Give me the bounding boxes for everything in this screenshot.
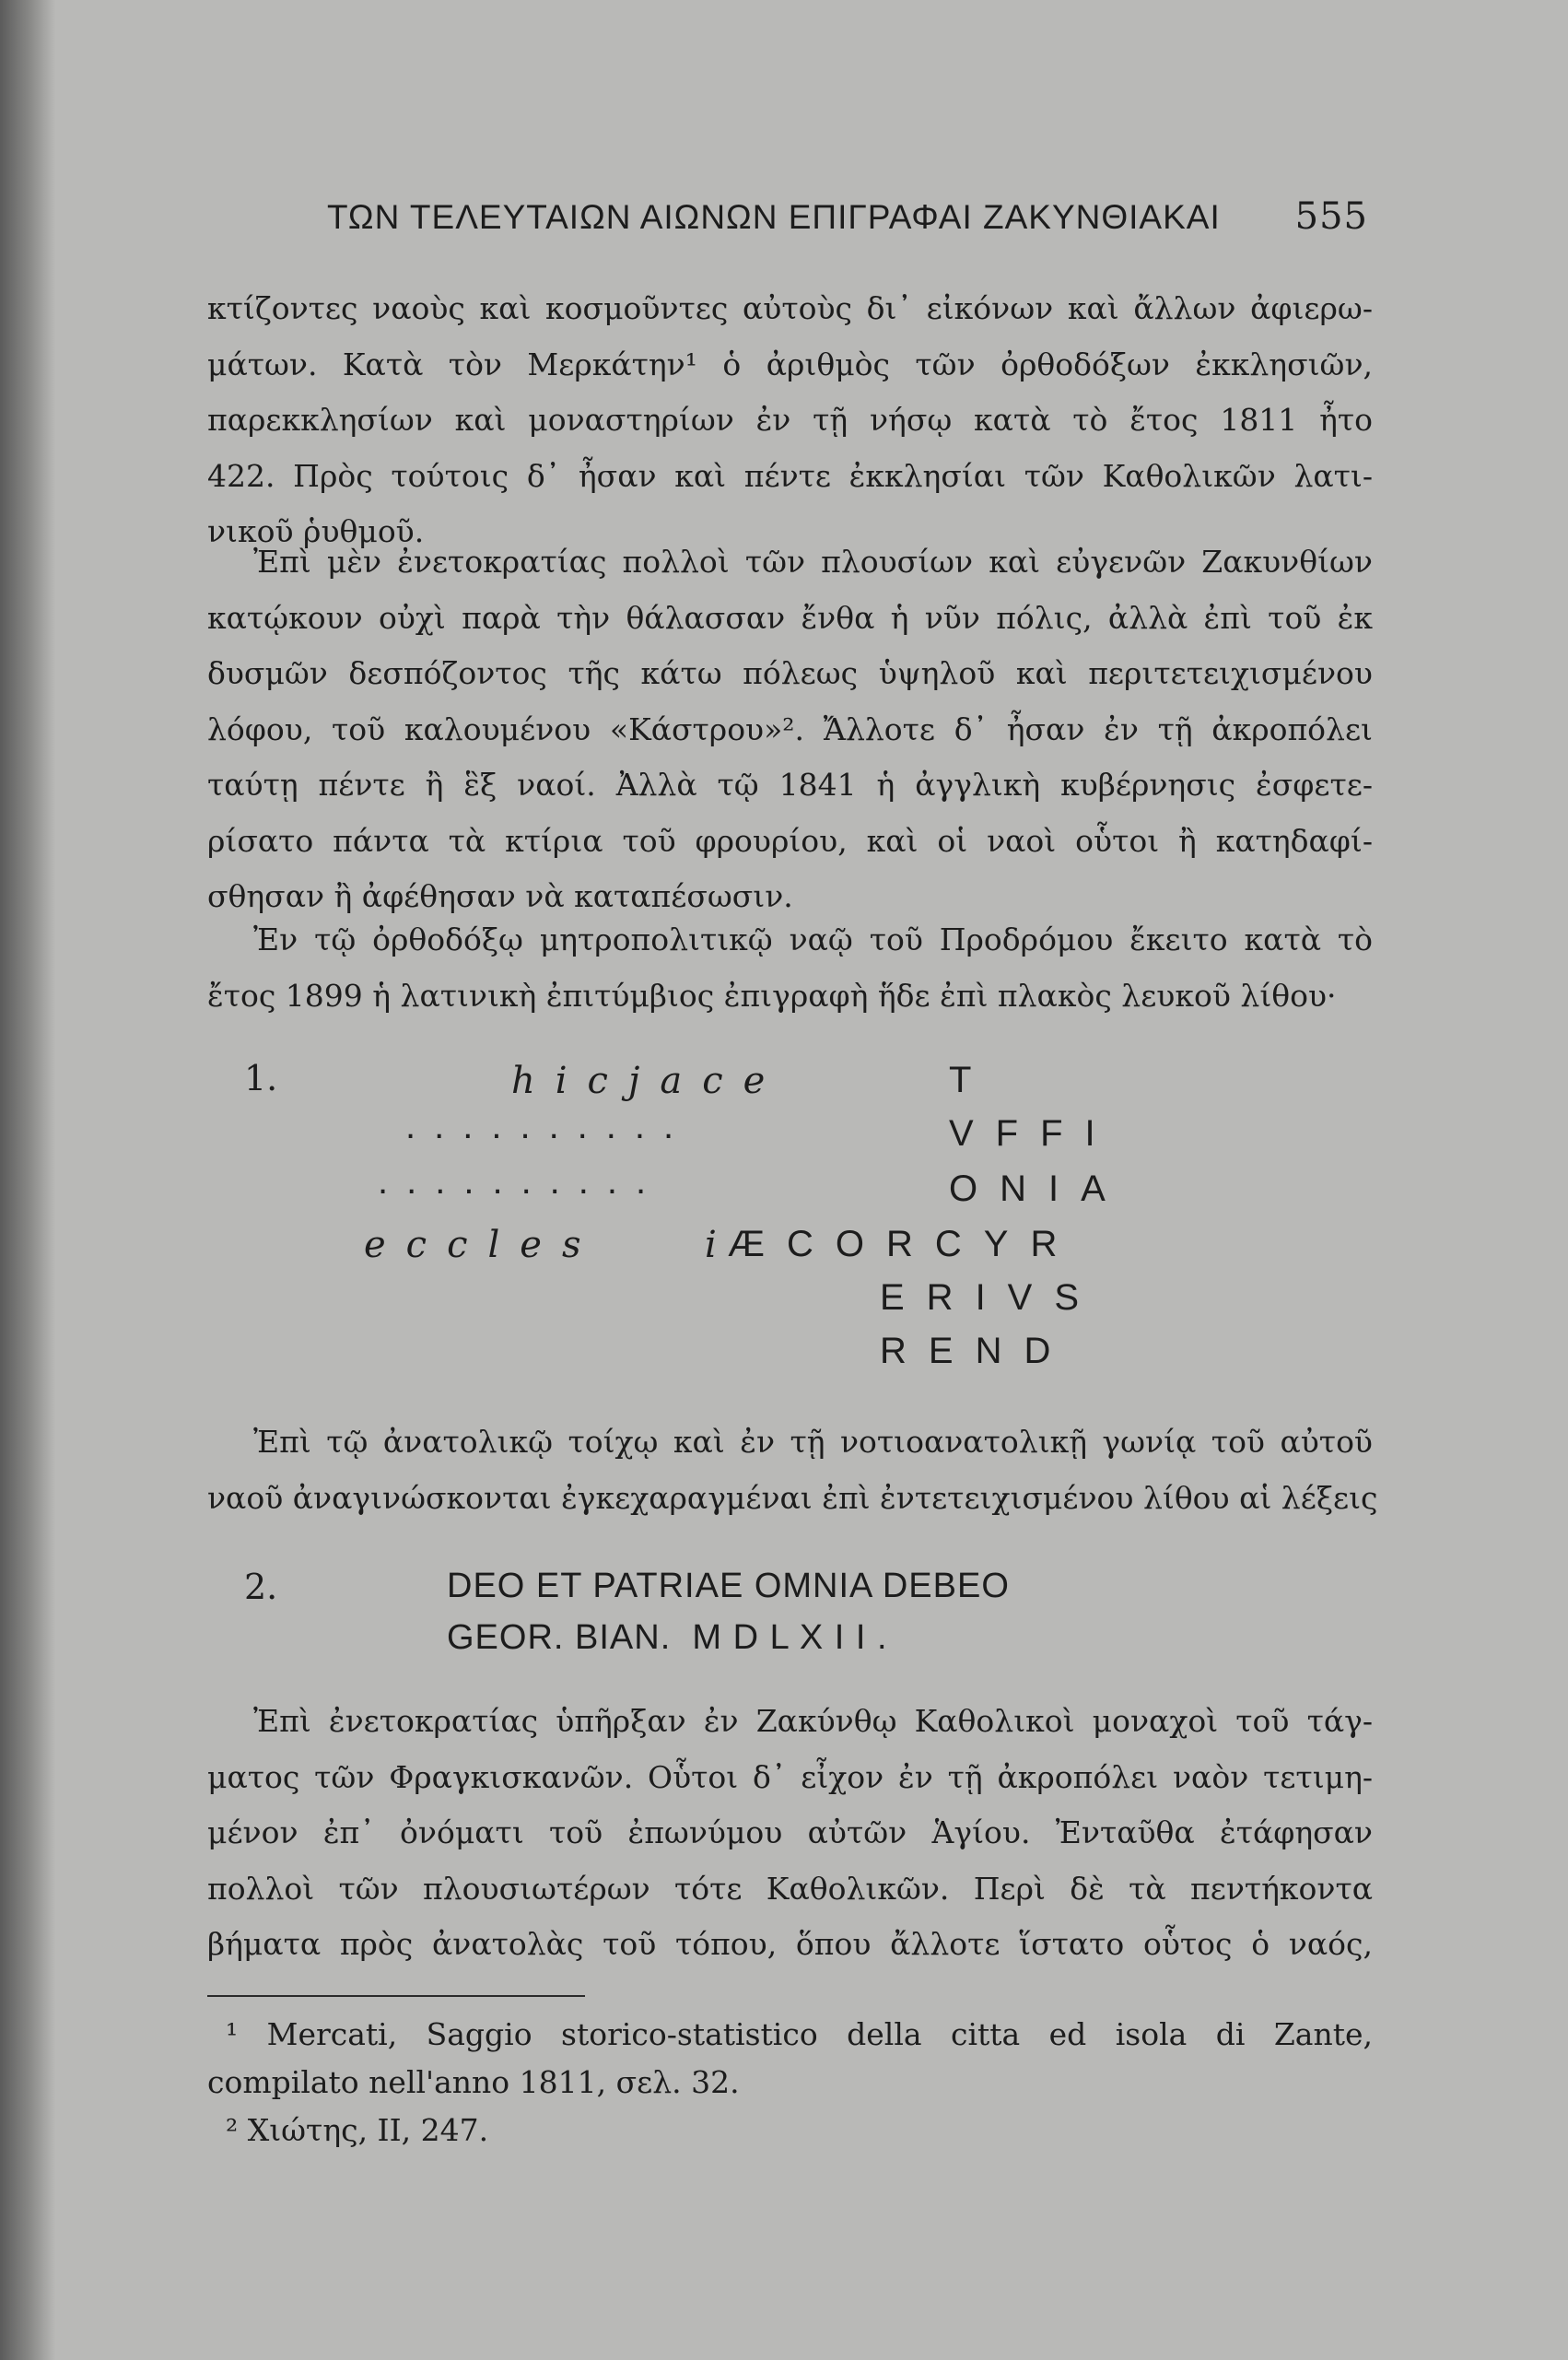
text-line: ματος τῶν Φραγκισκανῶν. Οὗτοι δ᾽ εἶχον ἐν τῇ ἀκροπόλει ναὸν τετιμη- — [207, 1758, 1373, 1795]
text-line: κτίζοντες ναοὺς καὶ κοσμοῦντες αὐτοὺς δι᾽ εἰκόνων καὶ ἄλλων ἀφιερω- — [207, 290, 1373, 326]
inscription-number: 1. — [244, 1058, 278, 1098]
inscription-number: 2. — [244, 1567, 278, 1607]
text-line: μάτων. Κατὰ τὸν Μερκάτην¹ ὁ ἀριθμὸς τῶν ὀρθοδόξων ἐκκλησιῶν, — [207, 346, 1373, 382]
text-line: Ἐν τῷ ὀρθοδόξῳ μητροπολιτικῷ ναῷ τοῦ Προδρόμου ἔκειτο κατὰ τὸ — [253, 922, 1373, 957]
inscription-text: DEO ET PATRIAE OMNIA DEBEO — [447, 1567, 1010, 1605]
text-line: σθησαν ἢ ἀφέθησαν νὰ καταπέσωσιν. — [207, 878, 793, 914]
inscription-text: ERIVS — [880, 1277, 1102, 1318]
text-line: κατῴκουν οὐχὶ παρὰ τὴν θάλασσαν ἔνθα ἡ νῦν πόλις, ἀλλὰ ἐπὶ τοῦ ἐκ — [207, 599, 1373, 636]
text-line: μένον ἐπ᾽ ὀνόματι τοῦ ἐπωνύμου αὐτῶν Ἁγίου. Ἐνταῦθα ἐτάφησαν — [207, 1814, 1373, 1850]
text-line: Ἐπὶ μὲν ἐνετοκρατίας πολλοὶ τῶν πλουσίων καὶ εὐγενῶν Ζακυνθίων — [253, 544, 1373, 580]
text-line: λόφου, τοῦ καλουμένου «Κάστρου»². Ἄλλοτε δ᾽ ἦσαν ἐν τῇ ἀκροπόλει — [207, 710, 1373, 747]
footnote-2: ² Χιώτης, II, 247. — [226, 2112, 489, 2148]
paragraph-1 — [207, 281, 1373, 560]
text-line: ἔτος 1899 ἡ λατινικὴ ἐπιτύμβιος ἐπιγραφὴ ἥδε ἐπὶ πλακὸς λευκοῦ λίθου· — [207, 977, 1337, 1014]
text-line: ταύτῃ πέντε ἢ ἓξ ναοί. Ἀλλὰ τῷ 1841 ἡ ἀγγλικὴ κυβέρνησις ἐσφετε- — [207, 767, 1373, 803]
text-line: νικοῦ ῥυθμοῦ. — [207, 513, 425, 549]
inscription-text: ÆCORCYR — [728, 1224, 1080, 1264]
footnote-1-continued: compilato nell'anno 1811, σελ. 32. — [207, 2064, 740, 2100]
inscription-text: REND — [880, 1331, 1073, 1371]
text-line: ρίσατο πάντα τὰ κτίρια τοῦ φρουρίου, καὶ οἱ ναοὶ οὗτοι ἢ κατηδαφί- — [207, 822, 1373, 859]
inscription-text: T — [949, 1060, 994, 1100]
inscription-text: eccles — [364, 1224, 602, 1266]
paragraph-4 — [207, 1415, 1378, 1526]
paragraph-5 — [207, 1694, 1373, 1973]
text-line: βήματα πρὸς ἀνατολὰς τοῦ τόπου, ὅπου ἄλλοτε ἵστατο οὗτος ὁ ναός, — [207, 1926, 1373, 1962]
running-header — [327, 195, 1368, 238]
page-number: 555 — [1294, 195, 1368, 238]
footnote-1: ¹ Mercati, Saggio storico-statistico della citta ed isola di Zante, — [226, 2016, 1373, 2052]
inscription-text: hicjace — [511, 1060, 786, 1102]
paragraph-3 — [207, 912, 1373, 1024]
inscription-text: .......... — [405, 1106, 693, 1146]
inscription-text: .......... — [378, 1161, 665, 1202]
text-line: δυσμῶν δεσπόζοντος τῆς κάτω πόλεως ὑψηλοῦ καὶ περιτετειχισμένου — [207, 655, 1373, 691]
inscription-text: VFFI — [949, 1113, 1117, 1154]
footnote-rule — [207, 1995, 585, 1997]
inscription-text: ONIA — [949, 1168, 1128, 1209]
text-line: 422. Πρὸς τούτοις δ᾽ ἦσαν καὶ πέντε ἐκκλησίαι τῶν Καθολικῶν λατι- — [207, 457, 1373, 494]
text-line: παρεκκλησίων καὶ μοναστηρίων ἐν τῇ νήσῳ κατὰ τὸ ἔτος 1811 ἦτο — [207, 402, 1373, 438]
running-title: ΤΩΝ ΤΕΛΕΥΤΑΙΩΝ ΑΙΩΝΩΝ ΕΠΙΓΡΑΦΑΙ ΖΑΚΥΝΘΙΑΚΑΙ — [327, 198, 1221, 236]
text-line: ναοῦ ἀναγινώσκονται ἐγκεχαραγμέναι ἐπὶ ἐντετειχισμένου λίθου αἱ λέξεις — [207, 1479, 1378, 1516]
text-line: Ἐπὶ τῷ ἀνατολικῷ τοίχῳ καὶ ἐν τῇ νοτιοανατολικῇ γωνίᾳ τοῦ αὐτοῦ — [253, 1424, 1373, 1460]
paragraph-2 — [207, 534, 1373, 925]
text-line: Ἐπὶ ἐνετοκρατίας ὑπῆρξαν ἐν Ζακύνθῳ Καθολικοὶ μοναχοὶ τοῦ τάγ- — [253, 1703, 1373, 1739]
inscription-text: GEOR. BIAN. M D L X I I . — [447, 1618, 888, 1657]
text-line: πολλοὶ τῶν πλουσιωτέρων τότε Καθολικῶν. Περὶ δὲ τὰ πεντήκοντα — [207, 1870, 1373, 1907]
inscription-text: i — [705, 1224, 737, 1266]
